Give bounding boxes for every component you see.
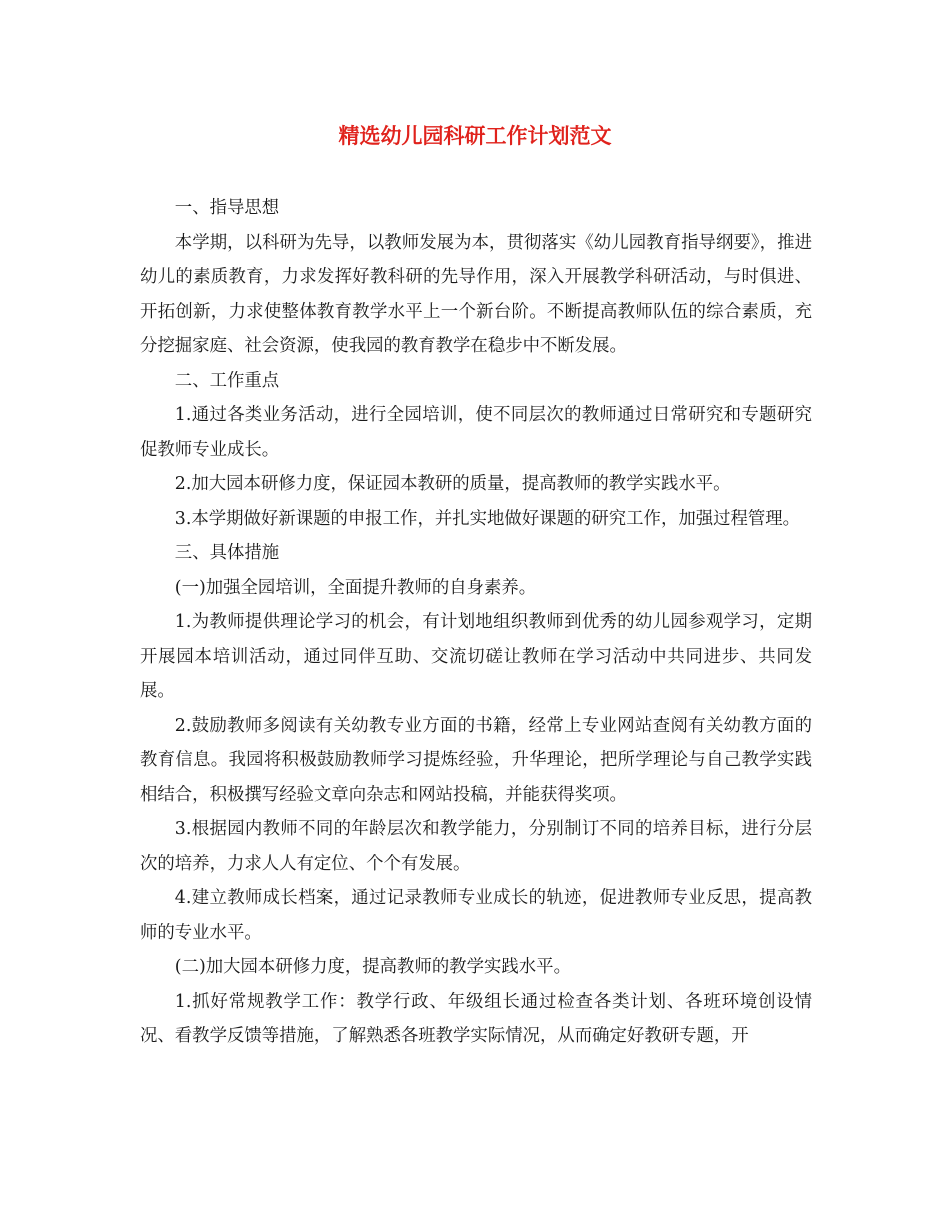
- subheading: (一)加强全园培训，全面提升教师的自身素养。: [174, 577, 537, 598]
- document-title: 精选幼儿园科研工作计划范文: [338, 123, 612, 148]
- paragraph: 1.抓好常规教学工作：教学行政、年级组长通过检查各类计划、各班环境创设情况、看教学反馈等措施，了解熟悉各班教学实际情况，从而确定好教研专题，开: [140, 991, 812, 1046]
- paragraph: 本学期，以科研为先导，以教师发展为本，贯彻落实《幼儿园教育指导纲要》，推进幼儿的素质教育，力求发挥好教科研的先导作用，深入开展教学科研活动，与时俱进、开拓创新，力求使整体教育教学水平上一个新台阶。不断提高教师队伍的综合素质，充分挖掘家庭、社会资源，使我园的教育教学在稳步中不断发展。: [140, 232, 812, 356]
- heading-specific-measures: 三、具体措施: [174, 543, 280, 563]
- paragraph: 4.建立教师成长档案，通过记录教师专业成长的轨迹，促进教师专业反思，提高教师的专业水平。: [140, 888, 812, 943]
- heading-guiding-thought: 一、指导思想: [174, 198, 280, 218]
- paragraph: 1.为教师提供理论学习的机会，有计划地组织教师到优秀的幼儿园参观学习，定期开展园本培训活动，通过同伴互助、交流切磋让教师在学习活动中共同进步、共同发展。: [140, 612, 812, 701]
- subheading: (二)加大园本研修力度，提高教师的教学实践水平。: [174, 957, 571, 977]
- paragraph: 1.通过各类业务活动，进行全园培训，使不同层次的教师通过日常研究和专题研究促教师专业成长。: [140, 405, 812, 460]
- document-body: [140, 191, 812, 1054]
- paragraph: 2.加大园本研修力度，保证园本教研的质量，提高教师的教学实践水平。: [174, 474, 731, 494]
- heading-work-focus: 二、工作重点: [174, 370, 280, 391]
- paragraph: 3.本学期做好新课题的申报工作，并扎实地做好课题的研究工作，加强过程管理。: [174, 508, 801, 529]
- paragraph: 2.鼓励教师多阅读有关幼教专业方面的书籍，经常上专业网站查阅有关幼教方面的教育信息。我园将积极鼓励教师学习提炼经验，升华理论，把所学理论与自己教学实践相结合，积极撰写经验文章向杂志和网站投稿，并能获得奖项。: [140, 715, 812, 805]
- paragraph: 3.根据园内教师不同的年龄层次和教学能力，分别制订不同的培养目标，进行分层次的培养，力求人人有定位、个个有发展。: [140, 819, 812, 874]
